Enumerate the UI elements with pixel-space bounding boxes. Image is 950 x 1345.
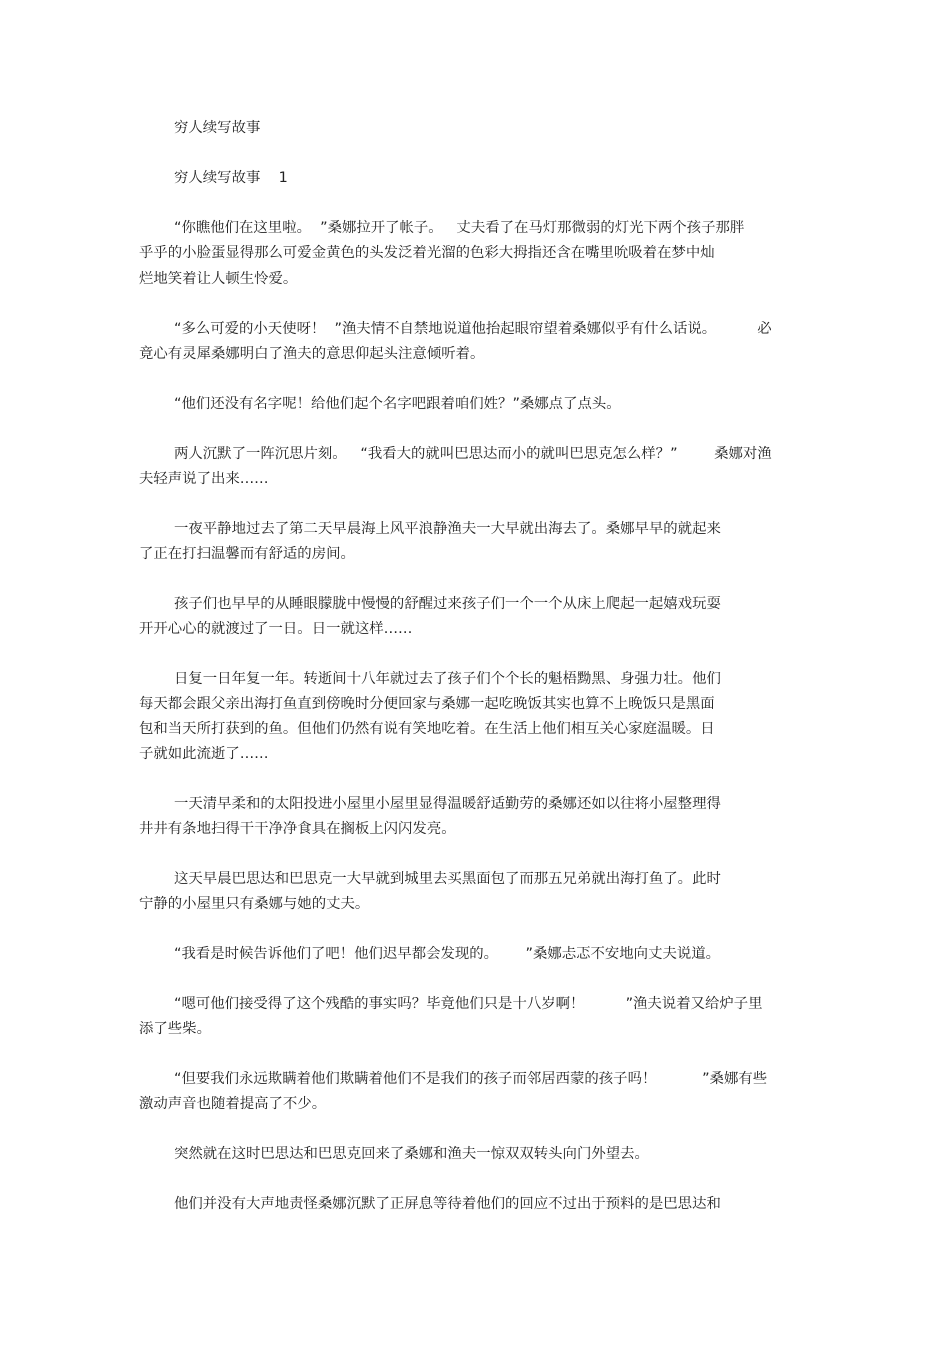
- text-line: 乎乎的小脸蛋显得那么可爱金黄色的头发泛着光溜的色彩大拇指还含在嘴里吮吸着在梦中灿: [139, 245, 715, 261]
- text-line: “他们还没有名字呢！给他们起个名字吧跟着咱们姓？”桑娜点了点头。: [174, 396, 621, 412]
- text-line: 烂地笑着让人顿生怜爱。: [139, 271, 298, 287]
- text-line: 他们并没有大声地责怪桑娜沉默了正屏息等待着他们的回应不过出于预料的是巴思达和: [174, 1196, 721, 1212]
- text-line: 竟心有灵犀桑娜明白了渔夫的意思仰起头注意倾听着。: [139, 346, 485, 362]
- text-line: 了正在打扫温馨而有舒适的房间。: [139, 546, 355, 562]
- text-line: 包和当天所打获到的鱼。但他们仍然有说有笑地吃着。在生活上他们相互关心家庭温暖。日: [139, 721, 715, 737]
- text-line: 两人沉默了一阵沉思片刻。 “我看大的就叫巴思达而小的就叫巴思克怎么样？” 桑娜对渔: [174, 446, 772, 462]
- text-line: 突然就在这时巴思达和巴思克回来了桑娜和渔夫一惊双双转头向门外望去。: [174, 1146, 649, 1162]
- text-line: 日复一日年复一年。转逝间十八年就过去了孩子们个个长的魁梧黝黑、身强力壮。他们: [174, 671, 721, 687]
- text-line: 井井有条地扫得干干净净食具在搁板上闪闪发亮。: [139, 821, 456, 837]
- text-line: 每天都会跟父亲出海打鱼直到傍晚时分便回家与桑娜一起吃晚饭其实也算不上晚饭只是黑面: [139, 696, 715, 712]
- text-line: “多么可爱的小天使呀！ ”渔夫情不自禁地说道他抬起眼帘望着桑娜似乎有什么话说。 必: [174, 321, 772, 337]
- document-title: 穷人续写故事: [174, 120, 261, 136]
- text-line: “嗯可他们接受得了这个残酷的事实吗？毕竟他们只是十八岁啊！ ”渔夫说着又给炉子里: [174, 996, 763, 1012]
- text-line: 子就如此流逝了……: [139, 746, 269, 762]
- text-line: “我看是时候告诉他们了吧！他们迟早都会发现的。 ”桑娜忐忑不安地向丈夫说道。: [174, 946, 721, 962]
- text-line: 夫轻声说了出来……: [139, 471, 269, 487]
- text-line: 一夜平静地过去了第二天早晨海上风平浪静渔夫一大早就出海去了。桑娜早早的就起来: [174, 521, 721, 537]
- text-line: 宁静的小屋里只有桑娜与她的丈夫。: [139, 896, 370, 912]
- text-line: “但要我们永远欺瞒着他们欺瞒着他们不是我们的孩子而邻居西蒙的孩子吗！ ”桑娜有些: [174, 1071, 768, 1087]
- story-heading: 穷人续写故事 1: [174, 170, 288, 186]
- text-line: 孩子们也早早的从睡眼朦胧中慢慢的舒醒过来孩子们一个一个从床上爬起一起嬉戏玩耍: [174, 596, 721, 612]
- text-line: 激动声音也随着提高了不少。: [139, 1096, 327, 1112]
- text-line: 开开心心的就渡过了一日。日一就这样……: [139, 621, 413, 637]
- text-line: 这天早晨巴思达和巴思克一大早就到城里去买黑面包了而那五兄弟就出海打鱼了。此时: [174, 871, 721, 887]
- text-line: “你瞧他们在这里啦。 ”桑娜拉开了帐子。 丈夫看了在马灯那微弱的灯光下两个孩子那胖: [174, 220, 745, 236]
- text-line: 添了些柴。: [139, 1021, 211, 1037]
- text-line: 一天清早柔和的太阳投进小屋里小屋里显得温暖舒适勤劳的桑娜还如以往将小屋整理得: [174, 796, 721, 812]
